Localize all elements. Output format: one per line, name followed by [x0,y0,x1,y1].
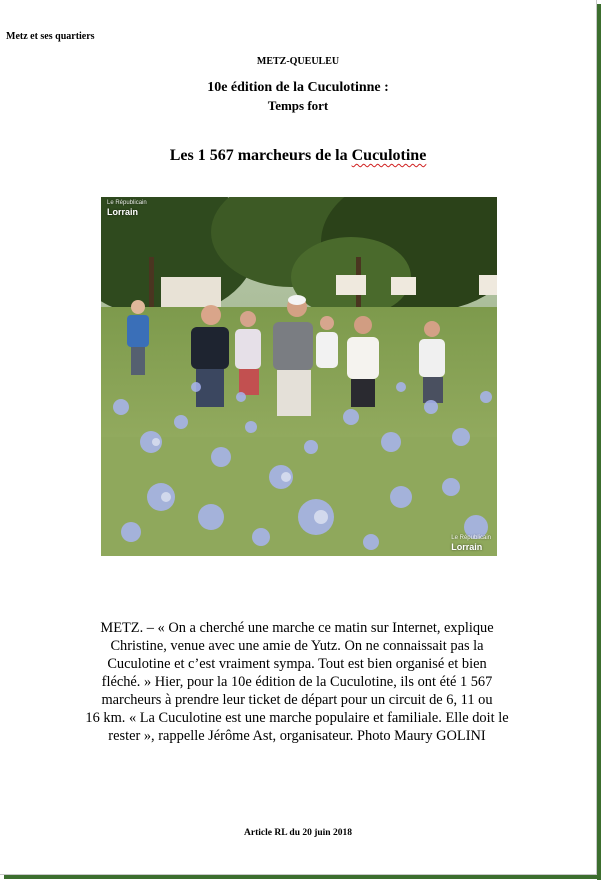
title-prefix: Les 1 567 marcheurs de la [169,147,352,164]
article-body [55,619,539,745]
page-shadow-bottom [4,875,601,879]
body-line: 16 km. « La Cuculotine est une marche populaire et familiale. Elle doit le [85,710,509,726]
body-line: METZ. – « On a cherché une marche ce matin sur Internet, explique [100,620,494,636]
title-word-spellcheck: Cuculotine [351,147,427,164]
locality-label: METZ-QUEULEU [256,56,340,67]
article-footer: Article RL du 20 juin 2018 [244,828,352,838]
body-line: fléché. » Hier, pour la 10e édition de la Cuculotine, ils ont été 1 567 [101,674,493,690]
article-photo [101,197,497,556]
section-label: Metz et ses quartiers [6,31,95,42]
body-line: Cuculotine et c’est vraiment sympa. Tout est bien organisé et bien [107,656,487,672]
body-line: marcheurs à prendre leur ticket de départ pour un circuit de 6, 11 ou [101,692,493,708]
photo-illustration [101,197,497,556]
body-line: Christine, venue avec une amie de Yutz. On ne connaissait pas la [110,638,484,654]
page-shadow-right [597,4,601,880]
photo-credit-logo-top: Le Républicain Lorrain [107,200,147,217]
body-line: rester », rappelle Jérôme Ast, organisateur. Photo Maury GOLINI [108,728,486,744]
subhead: Temps fort [267,98,329,113]
article-title [0,147,596,165]
photo-credit-logo-bottom: Le Républicain Lorrain [451,535,491,552]
headline: 10e édition de la Cuculotinne : [207,80,389,95]
